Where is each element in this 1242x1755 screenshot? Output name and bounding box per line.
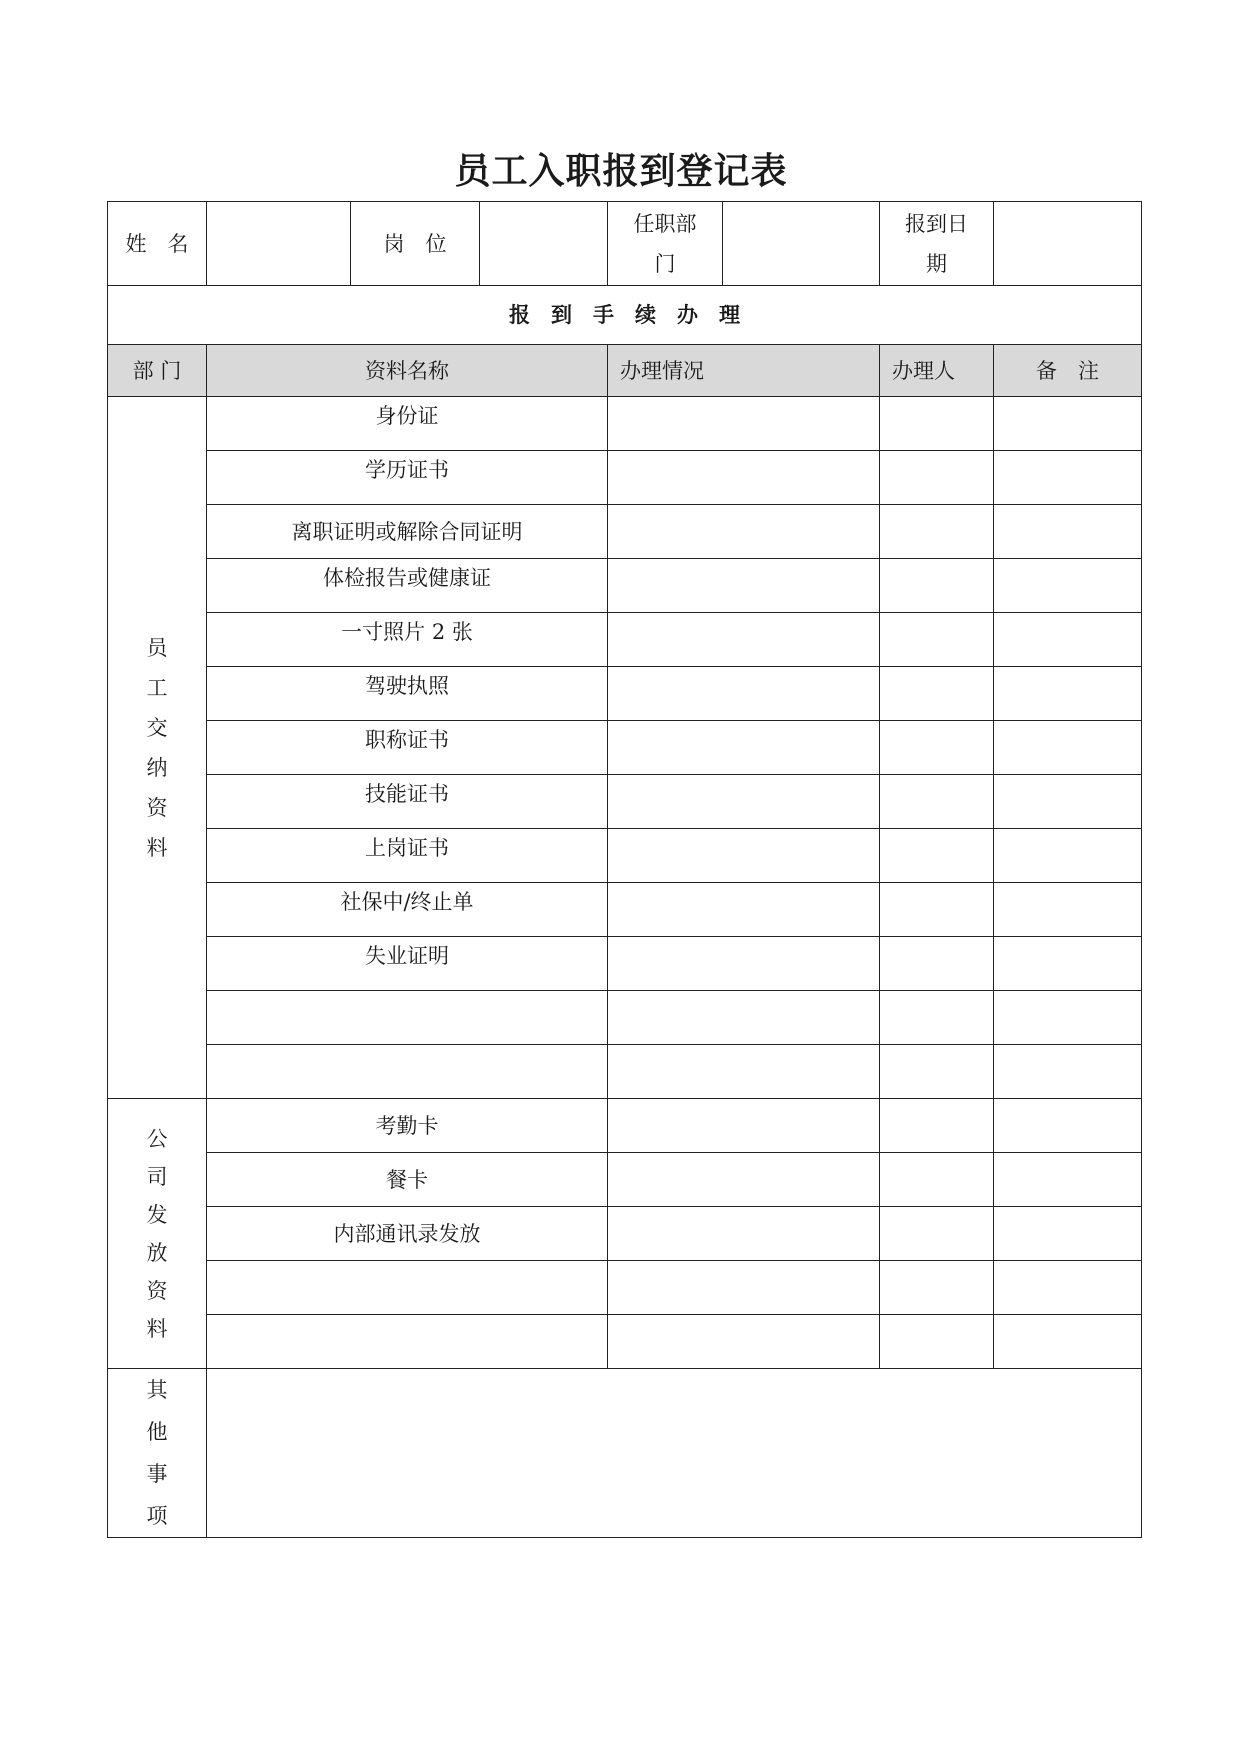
other-matters-field[interactable] [207, 1369, 1142, 1538]
remark-cell[interactable] [994, 1045, 1142, 1099]
remark-cell[interactable] [994, 559, 1142, 613]
handler-cell[interactable] [880, 505, 994, 559]
group-employee-submitted-label [108, 397, 207, 1099]
section-title: 报 到 手 续 办 理 [108, 286, 1142, 345]
material-item: 失业证明 [207, 937, 608, 991]
label-char: 公 [146, 1126, 168, 1151]
label-char: 项 [146, 1504, 168, 1528]
status-cell[interactable] [608, 667, 880, 721]
other-matters-row [108, 1369, 1142, 1538]
column-header-row [108, 345, 1142, 397]
label-char: 资 [146, 1278, 168, 1303]
table-row [108, 667, 1142, 721]
material-item [207, 1261, 608, 1315]
table-row [108, 721, 1142, 775]
header-dept: 部 门 [108, 345, 207, 397]
remark-cell[interactable] [994, 1207, 1142, 1261]
table-row [108, 1153, 1142, 1207]
position-field[interactable] [480, 202, 608, 286]
material-item: 驾驶执照 [207, 667, 608, 721]
status-cell[interactable] [608, 397, 880, 451]
label-char: 工 [146, 675, 168, 700]
table-row [108, 883, 1142, 937]
handler-cell[interactable] [880, 721, 994, 775]
label-char: 其 [146, 1378, 168, 1402]
remark-cell[interactable] [994, 1315, 1142, 1369]
table-row [108, 991, 1142, 1045]
table-row [108, 1261, 1142, 1315]
remark-cell[interactable] [994, 991, 1142, 1045]
remark-cell[interactable] [994, 505, 1142, 559]
remark-cell[interactable] [994, 721, 1142, 775]
status-cell[interactable] [608, 1045, 880, 1099]
material-item: 职称证书 [207, 721, 608, 775]
status-cell[interactable] [608, 937, 880, 991]
status-cell[interactable] [608, 451, 880, 505]
remark-cell[interactable] [994, 1261, 1142, 1315]
material-item: 餐卡 [207, 1153, 608, 1207]
remark-cell[interactable] [994, 937, 1142, 991]
handler-cell[interactable] [880, 397, 994, 451]
label-char: 料 [146, 835, 168, 860]
label-char: 司 [146, 1164, 168, 1189]
table-row [108, 829, 1142, 883]
table-row [108, 451, 1142, 505]
department-label-line2: 门 [654, 251, 676, 276]
other-matters-label [108, 1369, 207, 1538]
table-row [108, 397, 1142, 451]
remark-cell[interactable] [994, 613, 1142, 667]
position-label: 岗 位 [351, 202, 480, 286]
table-row [108, 1207, 1142, 1261]
label-char: 发 [146, 1202, 168, 1227]
status-cell[interactable] [608, 991, 880, 1045]
table-row [108, 775, 1142, 829]
handler-cell[interactable] [880, 1099, 994, 1153]
status-cell[interactable] [608, 613, 880, 667]
material-item: 体检报告或健康证 [207, 559, 608, 613]
department-label [608, 202, 723, 286]
handler-cell[interactable] [880, 883, 994, 937]
table-row [108, 559, 1142, 613]
material-item: 技能证书 [207, 775, 608, 829]
handler-cell[interactable] [880, 667, 994, 721]
registration-form-table [107, 201, 1142, 1538]
material-item: 离职证明或解除合同证明 [207, 505, 608, 559]
status-cell[interactable] [608, 829, 880, 883]
status-cell[interactable] [608, 1261, 880, 1315]
handler-cell[interactable] [880, 1315, 994, 1369]
label-char: 纳 [146, 755, 168, 780]
remark-cell[interactable] [994, 1099, 1142, 1153]
basic-info-row [108, 202, 1142, 286]
label-char: 料 [146, 1316, 168, 1341]
department-label-line1: 任职部 [633, 211, 697, 236]
handler-cell[interactable] [880, 1207, 994, 1261]
header-remark: 备 注 [994, 345, 1142, 397]
report-date-label-line2: 期 [926, 251, 947, 276]
status-cell[interactable] [608, 721, 880, 775]
status-cell[interactable] [608, 559, 880, 613]
status-cell[interactable] [608, 883, 880, 937]
name-label: 姓 名 [108, 202, 207, 286]
handler-cell[interactable] [880, 991, 994, 1045]
material-item: 一寸照片 2 张 [207, 613, 608, 667]
material-item [207, 1315, 608, 1369]
status-cell[interactable] [608, 1207, 880, 1261]
status-cell[interactable] [608, 1153, 880, 1207]
handler-cell[interactable] [880, 1261, 994, 1315]
label-char: 交 [146, 715, 168, 740]
material-item: 学历证书 [207, 451, 608, 505]
header-material-name: 资料名称 [207, 345, 608, 397]
form-title: 员工入职报到登记表 [454, 150, 788, 192]
material-item [207, 1045, 608, 1099]
remark-cell[interactable] [994, 451, 1142, 505]
report-date-label-line1: 报到日 [905, 211, 968, 236]
material-item: 考勤卡 [207, 1099, 608, 1153]
label-char: 员 [146, 635, 168, 660]
header-status: 办理情况 [608, 345, 880, 397]
status-cell[interactable] [608, 1099, 880, 1153]
table-row [108, 1045, 1142, 1099]
remark-cell[interactable] [994, 775, 1142, 829]
table-row [108, 613, 1142, 667]
handler-cell[interactable] [880, 1153, 994, 1207]
material-item: 身份证 [207, 397, 608, 451]
handler-cell[interactable] [880, 937, 994, 991]
remark-cell[interactable] [994, 397, 1142, 451]
material-item: 社保中/终止单 [207, 883, 608, 937]
handler-cell[interactable] [880, 775, 994, 829]
material-item: 内部通讯录发放 [207, 1207, 608, 1261]
handler-cell[interactable] [880, 829, 994, 883]
remark-cell[interactable] [994, 667, 1142, 721]
table-row [108, 937, 1142, 991]
handler-cell[interactable] [880, 451, 994, 505]
label-char: 放 [146, 1240, 168, 1265]
status-cell[interactable] [608, 1315, 880, 1369]
handler-cell[interactable] [880, 613, 994, 667]
table-row [108, 1099, 1142, 1153]
label-char: 资 [146, 795, 168, 820]
remark-cell[interactable] [994, 883, 1142, 937]
label-char: 事 [146, 1462, 168, 1486]
material-item [207, 991, 608, 1045]
remark-cell[interactable] [994, 1153, 1142, 1207]
remark-cell[interactable] [994, 829, 1142, 883]
handler-cell[interactable] [880, 1045, 994, 1099]
status-cell[interactable] [608, 775, 880, 829]
material-item: 上岗证书 [207, 829, 608, 883]
name-field[interactable] [207, 202, 351, 286]
header-handler: 办理人 [880, 345, 994, 397]
table-row [108, 505, 1142, 559]
report-date-label [880, 202, 994, 286]
group-company-issued-label [108, 1099, 207, 1369]
status-cell[interactable] [608, 505, 880, 559]
handler-cell[interactable] [880, 559, 994, 613]
table-row [108, 1315, 1142, 1369]
department-field[interactable] [723, 202, 880, 286]
label-char: 他 [146, 1420, 168, 1444]
report-date-field[interactable] [994, 202, 1142, 286]
